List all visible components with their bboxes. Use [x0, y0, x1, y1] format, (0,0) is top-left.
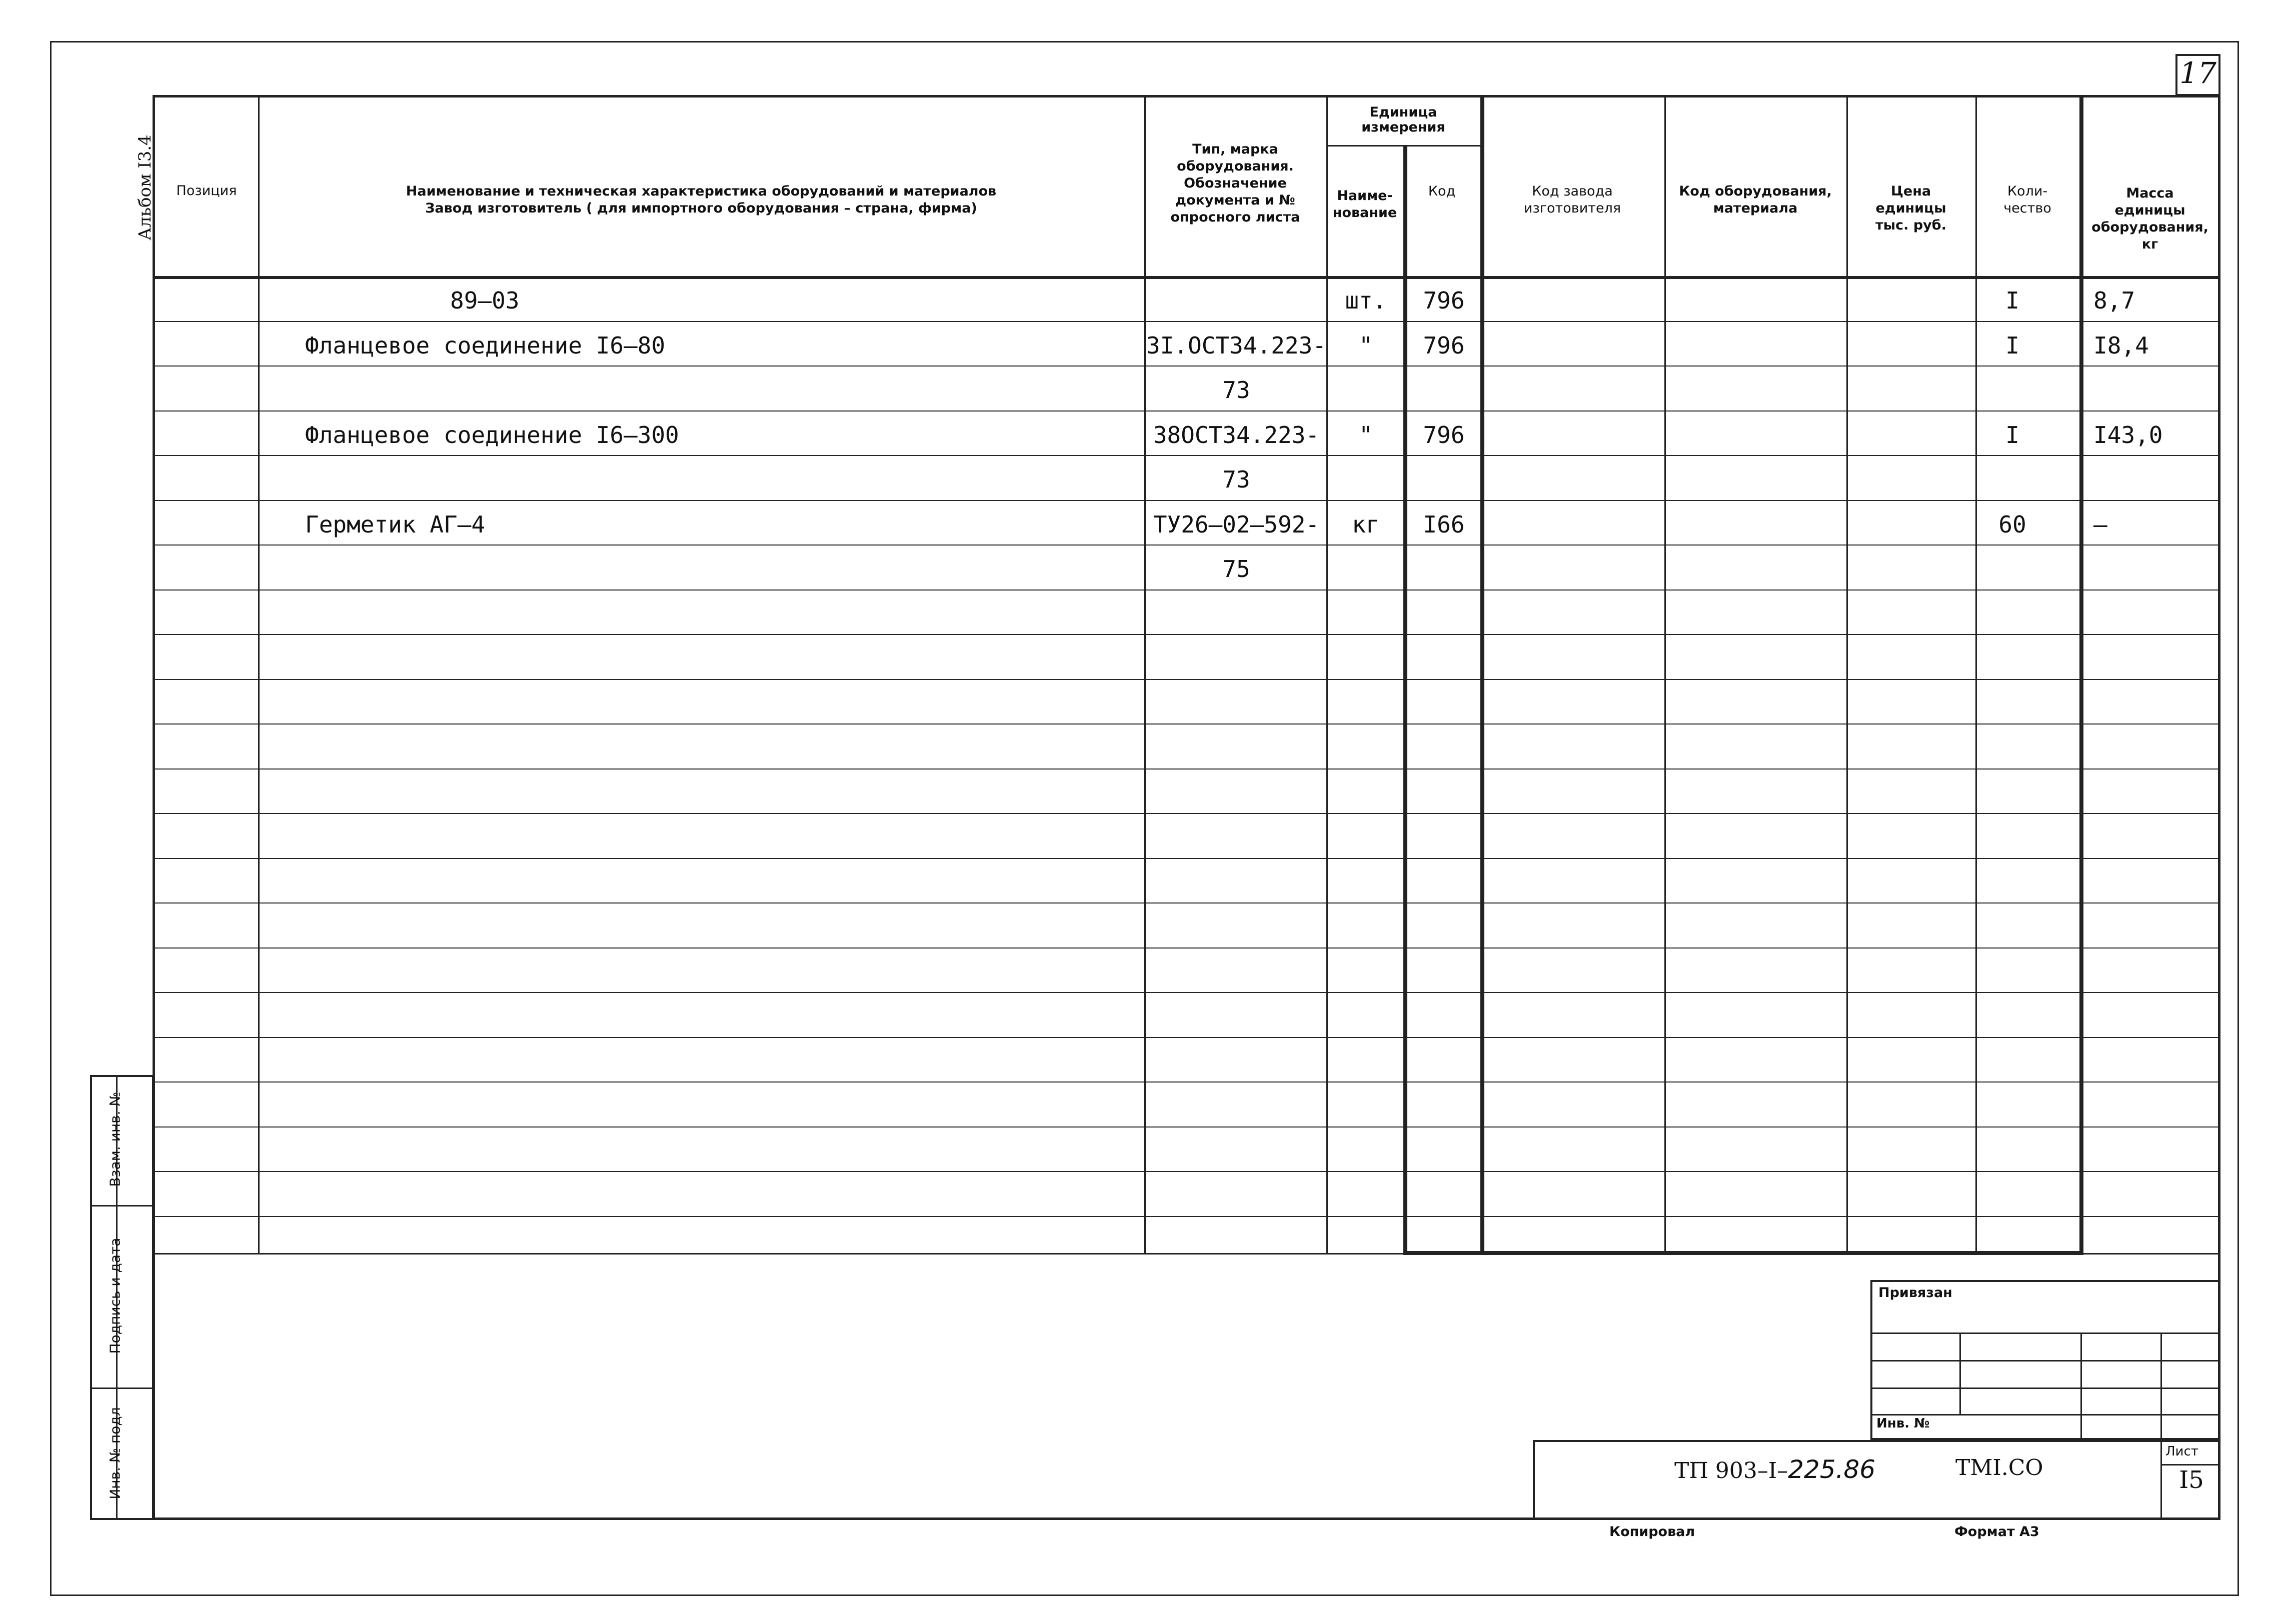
cell-type: ТУ26–02–592-: [1153, 511, 1320, 538]
col-line-4: [1403, 145, 1407, 1253]
row-line: [153, 813, 2220, 814]
col-line-3: [1326, 95, 1328, 1253]
cell-unit-code: 796: [1423, 332, 1465, 359]
privyazan-row-2: [1870, 1360, 2220, 1362]
row-line: [153, 679, 2220, 680]
row-line: [153, 902, 2220, 904]
cell-unit-name: кг: [1352, 511, 1380, 538]
cell-quantity: I: [2005, 332, 2019, 359]
privyazan-row-3: [1870, 1388, 2220, 1389]
col-line-6: [1664, 95, 1666, 1253]
title-block-top-line: [153, 1253, 2220, 1254]
footer-format: Формат А3: [1954, 1524, 2039, 1540]
cell-type: 75: [1222, 556, 1250, 582]
header-name: Наименование и техническая характеристика оборудований и материалов Завод изготовитель ( для импортного оборудования – страна, фирма): [406, 184, 997, 216]
cell-type: 73: [1222, 376, 1250, 404]
corner-sheet-number: 17: [2179, 56, 2216, 90]
album-label: Альбом I3.4: [135, 134, 155, 240]
privyazan-label: Привязан: [1878, 1285, 1952, 1300]
header-position: Позиция: [176, 183, 237, 198]
document-code-prefix: ТП 903–I–: [1674, 1458, 1788, 1484]
privyazan-row-4: [1870, 1414, 2220, 1416]
document-code-box: [1533, 1440, 2220, 1520]
cell-mass: 8,7: [2093, 287, 2135, 314]
cell-mass: I43,0: [2093, 422, 2163, 448]
header-quantity: Коли- чество: [2003, 184, 2051, 216]
header-mass: Масса единицы оборудования, кг: [2091, 186, 2208, 252]
cell-quantity: I: [2005, 422, 2019, 448]
margin-label-inv-podl: Инв. № подл: [107, 1407, 124, 1500]
col-line-5: [1480, 95, 1484, 1253]
row-line: [153, 1216, 2220, 1217]
cell-type: 38ОСТ34.223-: [1153, 422, 1320, 448]
sheet-label: Лист: [2165, 1444, 2198, 1459]
row-line: [153, 634, 2220, 635]
document-code-handwritten: 225.86: [1788, 1455, 1876, 1484]
header-equipment-code: Код оборудования, материала: [1679, 184, 1832, 216]
header-factory-code: Код завода изготовителя: [1523, 184, 1621, 216]
col-line-9: [2079, 95, 2083, 1253]
inv-no-label: Инв. №: [1876, 1416, 1930, 1431]
cell-mass: –: [2093, 511, 2107, 538]
cell-unit-code: 796: [1423, 287, 1465, 314]
footer-copied: Копировал: [1609, 1524, 1695, 1540]
privyazan-col-1: [1959, 1332, 1961, 1414]
sheet-label-line: [2160, 1464, 2220, 1466]
header-unit-name: Наиме- нование: [1332, 188, 1397, 220]
col-line-8: [1975, 95, 1977, 1253]
col-line-7: [1846, 95, 1848, 1253]
document-mark: ТМI.СО: [1955, 1455, 2043, 1480]
cell-name: Фланцевое соединение I6–300: [305, 422, 679, 448]
cell-mass: I8,4: [2093, 332, 2149, 359]
col-line-1: [258, 95, 260, 1253]
row-line: [153, 1037, 2220, 1038]
cell-type: 3I.ОСТ34.223-: [1146, 332, 1327, 359]
privyazan-row-1: [1870, 1332, 2220, 1334]
privyazan-col-3: [2160, 1332, 2162, 1440]
header-unit-group: Единица измерения: [1361, 104, 1445, 135]
cell-unit-code: 796: [1423, 422, 1465, 448]
cell-quantity: 60: [1998, 511, 2026, 538]
margin-label-vzam-inv: Взам. инв. №: [107, 1092, 124, 1187]
cell-name: Фланцевое соединение I6–80: [305, 332, 666, 359]
unit-header-divider: [1326, 145, 1480, 146]
header-type: Тип, марка оборудования. Обозначение документа и № опросного листа: [1170, 142, 1300, 225]
document-code: [1674, 1455, 1875, 1484]
cell-unit-name: шт.: [1345, 287, 1387, 314]
header-price: Цена единицы тыс. руб.: [1875, 184, 1946, 233]
cell-unit-name: ": [1359, 422, 1373, 448]
cell-name: 89–03: [450, 287, 520, 314]
sheet-number: I5: [2179, 1466, 2204, 1494]
row-line: [153, 768, 2220, 770]
cell-type: 73: [1222, 466, 1250, 493]
row-line: [153, 992, 2220, 993]
cell-unit-code: I66: [1423, 511, 1465, 538]
sheet-label-divider: [2160, 1440, 2162, 1520]
privyazan-col-2: [2080, 1332, 2082, 1440]
row-line: [153, 858, 2220, 859]
row-line: [153, 1126, 2220, 1128]
cell-quantity: I: [2005, 287, 2019, 314]
header-unit-code: Код: [1428, 184, 1456, 199]
cell-unit-name: ": [1359, 332, 1373, 359]
cell-name: Герметик АГ–4: [305, 511, 486, 538]
col-line-2: [1144, 95, 1146, 1253]
row-line: [153, 1171, 2220, 1172]
binding-divider-1: [90, 1205, 154, 1206]
margin-label-podpis-data: Подпись и дата: [107, 1238, 124, 1354]
